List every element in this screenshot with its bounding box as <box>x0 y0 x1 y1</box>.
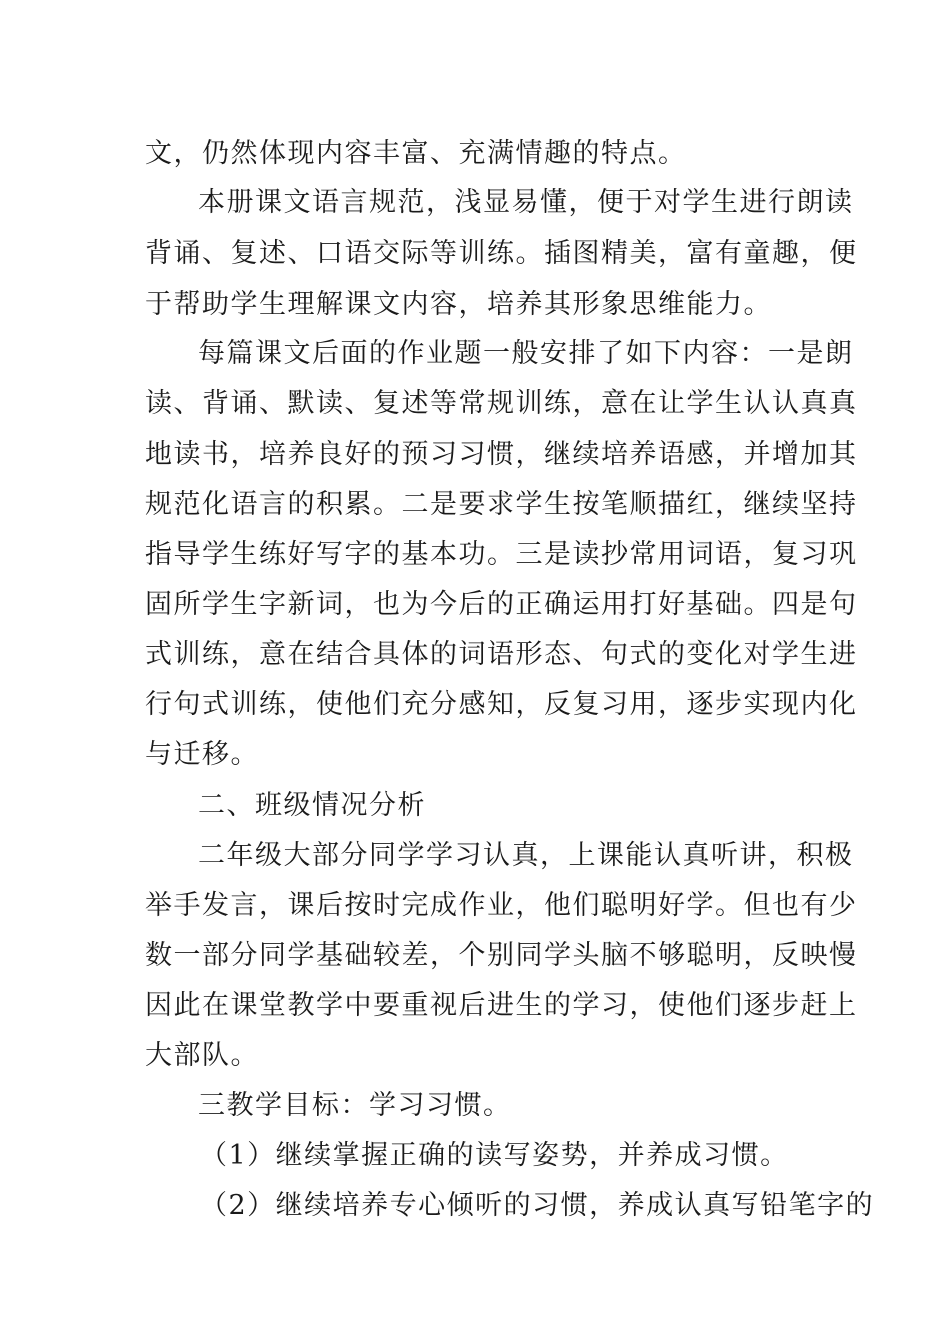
text-line: 与迁移。 <box>145 739 259 770</box>
text-line: 规范化语言的积累。二是要求学生按笔顺描红，继续坚持 <box>145 489 858 520</box>
text-line: 式训练，意在结合具体的词语形态、句式的变化对学生进 <box>145 639 858 670</box>
text-line: 读、背诵、默读、复述等常规训练，意在让学生认认真真 <box>145 388 858 419</box>
text-line: 举手发言，课后按时完成作业，他们聪明好学。但也有少 <box>145 890 858 921</box>
text-line: 背诵、复述、口语交际等训练。插图精美，富有童趣，便 <box>145 238 858 269</box>
section-heading: 三教学目标：学习习惯。 <box>198 1090 512 1121</box>
text-line: 本册课文语言规范，浅显易懂，便于对学生进行朗读 <box>198 187 854 218</box>
list-item: （1）继续掌握正确的读写姿势，并养成习惯。 <box>200 1140 789 1171</box>
section-heading: 二、班级情况分析 <box>198 790 426 821</box>
text-line: 每篇课文后面的作业题一般安排了如下内容：一是朗 <box>198 338 854 369</box>
text-line: 指导学生练好写字的基本功。三是读抄常用词语，复习巩 <box>145 539 858 570</box>
text-line: 文，仍然体现内容丰富、充满情趣的特点。 <box>145 138 687 169</box>
text-line: 于帮助学生理解课文内容，培养其形象思维能力。 <box>145 289 772 320</box>
text-line: 地读书，培养良好的预习习惯，继续培养语感，并增加其 <box>145 439 858 470</box>
list-item: （2）继续培养专心倾听的习惯，养成认真写铅笔字的 <box>200 1190 875 1221</box>
text-line: 大部队。 <box>145 1040 259 1071</box>
text-line: 因此在课堂教学中要重视后进生的学习，使他们逐步赶上 <box>145 990 858 1021</box>
text-line: 固所学生字新词，也为今后的正确运用打好基础。四是句 <box>145 589 858 620</box>
text-line: 行句式训练，使他们充分感知，反复习用，逐步实现内化 <box>145 689 858 720</box>
text-line: 二年级大部分同学学习认真，上课能认真听讲，积极 <box>198 840 854 871</box>
text-line: 数一部分同学基础较差，个别同学头脑不够聪明，反映慢 <box>145 940 858 971</box>
